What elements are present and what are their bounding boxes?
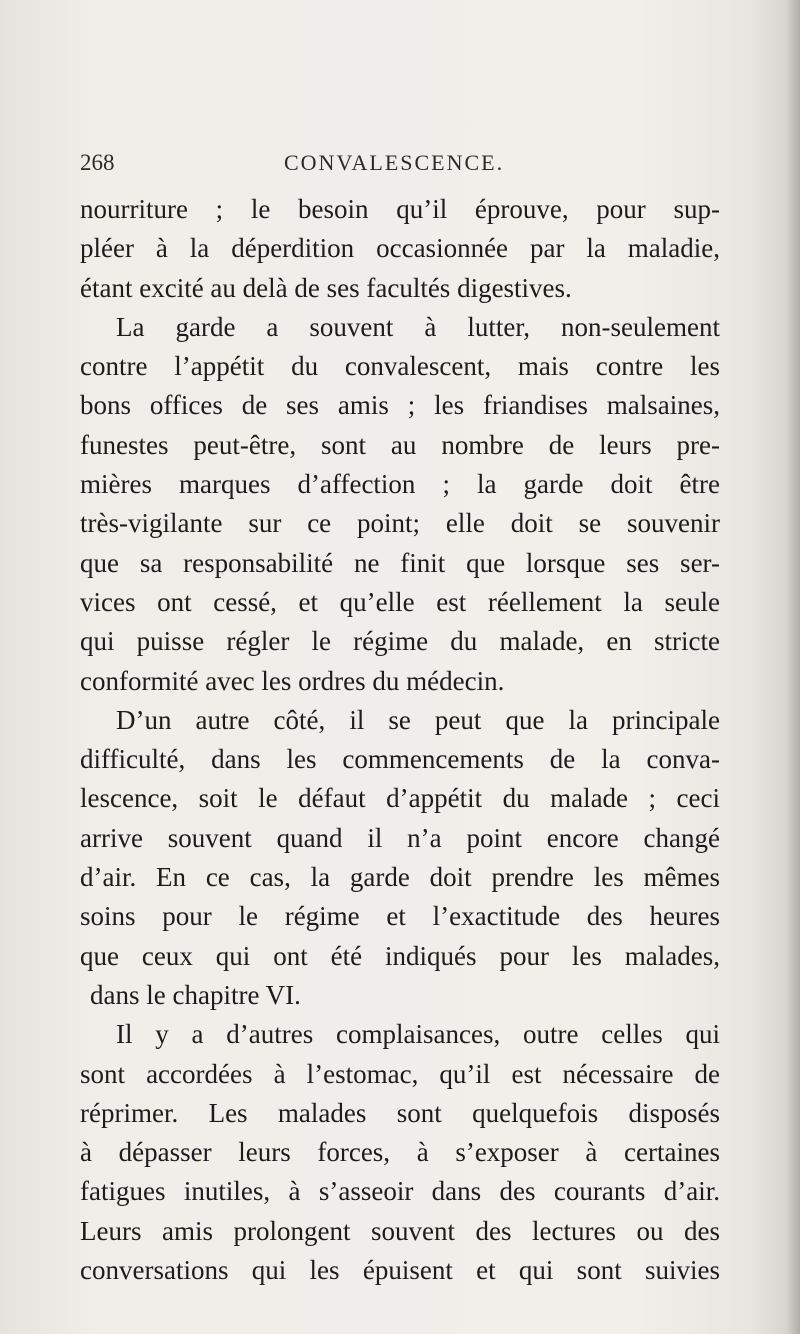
page-edge-shadow [786, 0, 800, 1334]
text-line: mières marques d’affection ; la garde doit être [80, 469, 720, 500]
text-line: nourriture ; le besoin qu’il éprouve, pour sup- [80, 194, 720, 224]
text-line: à dépasser leurs forces, à s’exposer à certaines [80, 1137, 720, 1168]
text-line: très-vigilante sur ce point; elle doit se souvenir [80, 508, 720, 539]
text-line: vices ont cessé, et qu’elle est réellement la seule [80, 586, 720, 617]
text-line: fatigues inutiles, à s’asseoir dans des courants d’air. [80, 1176, 720, 1207]
text-line: pléer à la déperdition occasionnée par la maladie, [80, 233, 720, 264]
running-head: CONVALESCENCE. [284, 150, 505, 175]
paragraph-start-line: La garde a souvent à lutter, non-seulement [116, 311, 720, 342]
text-line: lescence, soit le défaut d’appétit du malade ; ceci [80, 783, 720, 814]
text-line: d’air. En ce cas, la garde doit prendre les mêmes [80, 862, 720, 893]
text-line: conversations qui les épuisent et qui sont suivies [80, 1255, 720, 1286]
text-line: Leurs amis prolongent souvent des lectures ou des [80, 1215, 720, 1246]
text-line: soins pour le régime et l’exactitude des heures [80, 901, 720, 932]
text-line: réprimer. Les malades sont quelquefois disposés [80, 1097, 720, 1128]
text-line: que sa responsabilité ne finit que lorsque ses ser- [80, 547, 720, 578]
page-number: 268 [80, 150, 115, 175]
text-line: arrive souvent quand il n’a point encore changé [80, 822, 720, 853]
text-line: dans le chapitre VI. [90, 979, 301, 1010]
text-line: étant excité au delà de ses facultés digestives. [80, 272, 572, 303]
text-line: conformité avec les ordres du médecin. [80, 665, 505, 696]
text-line: sont accordées à l’estomac, qu’il est nécessaire de [80, 1058, 720, 1089]
body-text [80, 190, 720, 1290]
text-line: qui puisse régler le régime du malade, en stricte [80, 626, 720, 657]
text-line: bons offices de ses amis ; les friandises malsaines, [80, 390, 720, 421]
paragraph-start-line: Il y a d’autres complaisances, outre celles qui [116, 1019, 720, 1050]
text-line: contre l’appétit du convalescent, mais contre les [80, 351, 720, 382]
text-line: funestes peut-être, sont au nombre de leurs pre- [80, 429, 720, 460]
paragraph-start-line: D’un autre côté, il se peut que la principale [116, 704, 720, 735]
text-line: que ceux qui ont été indiqués pour les malades, [80, 940, 720, 971]
text-line: difficulté, dans les commencements de la conva- [80, 744, 720, 775]
page-header [80, 150, 720, 182]
